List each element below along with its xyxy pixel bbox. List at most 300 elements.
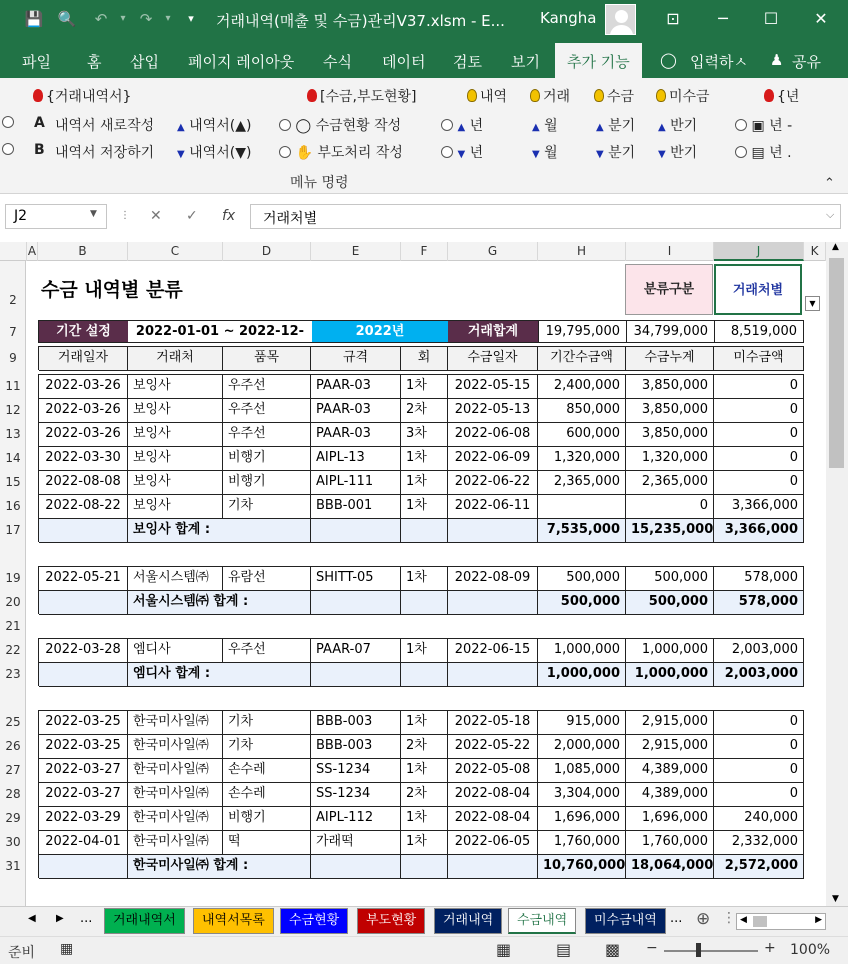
quarter-up-button[interactable] [596,115,635,135]
table-cell[interactable]: 기차 [223,495,311,519]
row-header[interactable]: 29 [5,811,21,825]
group-total-value: 500,000 [626,591,714,615]
radio-new-statement[interactable] [8,115,14,131]
table-cell[interactable]: 2,003,000 [714,639,804,663]
table-cell[interactable]: 비행기 [223,807,311,831]
group-total-value: 500,000 [538,591,626,615]
table-cell[interactable]: 0 [714,735,804,759]
table-cell[interactable]: 손수레 [223,759,311,783]
save-icon[interactable]: 💾 [24,10,44,28]
redo-icon[interactable]: ↷ [139,10,153,28]
table-cell[interactable]: 600,000 [538,423,626,447]
row-header[interactable]: 26 [5,739,21,753]
table-cell[interactable]: 240,000 [714,807,804,831]
table-cell[interactable]: 손수레 [223,783,311,807]
table-cell[interactable]: 0 [714,423,804,447]
table-cell[interactable]: BBB-003 [311,735,401,759]
table-cell[interactable]: 1,696,000 [538,807,626,831]
tab-file[interactable]: 파일 [22,53,51,71]
zoom-slider-thumb[interactable] [696,943,701,957]
new-statement-button[interactable]: 내역서 새로작성 [55,118,155,134]
table-cell[interactable]: 2차 [401,399,448,423]
column-header-selected[interactable]: J [714,242,804,261]
table-cell[interactable]: 한국미사일㈜ [128,711,223,735]
table-cell[interactable]: 2차 [401,735,448,759]
table-cell[interactable]: 2,915,000 [626,735,714,759]
table-cell[interactable]: 1,696,000 [626,807,714,831]
table-cell[interactable]: 2022-06-09 [448,447,538,471]
tab-formulas[interactable]: 수식 [323,53,352,71]
table-cell[interactable]: 1차 [401,375,448,399]
window-title: 거래내역(매출 및 수금)관리V37.xlsm - E... [216,12,505,30]
statement-down-button[interactable] [177,142,251,162]
table-cell[interactable]: 비행기 [223,471,311,495]
triangle-up-icon: ▲ [596,122,604,133]
group-total-value: 1,000,000 [626,663,714,687]
add-sheet-icon[interactable]: ⊕ [696,909,711,929]
row-header[interactable]: 21 [5,619,21,633]
sheet-tab[interactable]: 부도현황 [357,908,425,934]
table-cell[interactable]: 2022-06-11 [448,495,538,519]
ribbon-label: 내역서(▲) [189,118,252,134]
row-header[interactable]: 31 [5,859,21,873]
ribbon-item-receivable[interactable] [656,86,710,106]
table-cell[interactable]: 2,915,000 [626,711,714,735]
table-cell[interactable]: 0 [714,471,804,495]
total-spacer-cell [401,855,448,879]
client-group-table [38,638,804,686]
radio-button[interactable] [735,119,747,131]
row-header[interactable]: 13 [5,427,21,441]
column-header[interactable]: F [401,242,448,261]
table-cell[interactable]: 2022-06-05 [448,831,538,855]
quarter-down-button[interactable] [596,142,635,162]
table-cell[interactable]: 3,366,000 [714,495,804,519]
table-cell[interactable]: 비행기 [223,447,311,471]
table-cell[interactable]: 2,365,000 [538,471,626,495]
period-range[interactable]: 2022-01-01 ~ 2022-12- [135,324,305,339]
table-cell[interactable]: 보잉사 [128,423,223,447]
row-header[interactable]: 16 [5,499,21,513]
table-cell[interactable]: 2022-05-21 [39,567,128,591]
table-cell[interactable]: 떡 [223,831,311,855]
table-cell[interactable]: 2022-08-04 [448,807,538,831]
triangle-down-icon: ▼ [457,149,466,160]
table-cell[interactable] [538,495,626,519]
table-cell[interactable]: 2022-05-15 [448,375,538,399]
table-cell[interactable]: 2022-03-26 [39,375,128,399]
print-preview-icon[interactable]: 🔍 [57,10,77,28]
radio-button[interactable] [2,116,14,128]
table-cell[interactable]: AIPL-112 [311,807,401,831]
table-cell[interactable]: 850,000 [538,399,626,423]
customize-quick-access-icon[interactable]: ▾ [188,12,194,25]
client-filter-cell[interactable]: 거래처별 [714,264,802,315]
table-cell[interactable]: 1,320,000 [538,447,626,471]
column-header[interactable]: A [27,242,38,261]
horizontal-scrollbar[interactable] [736,913,826,930]
row-header[interactable] [0,878,26,902]
tab-home[interactable]: 홈 [87,53,102,71]
month-down-button[interactable] [532,142,558,162]
table-cell[interactable]: 1차 [401,495,448,519]
insert-function-icon[interactable]: fx [222,208,236,224]
table-cell[interactable]: 4,389,000 [626,759,714,783]
table-cell[interactable]: 3,304,000 [538,783,626,807]
row-header[interactable]: 9 [9,351,17,365]
tell-me-search[interactable]: 입력하ㅅ [690,53,748,71]
restore-button[interactable]: ☐ [763,9,779,28]
half-up-button[interactable] [658,115,697,135]
close-button[interactable]: ✕ [814,9,828,28]
radio-button[interactable] [2,143,14,155]
tab-data[interactable]: 데이터 [382,53,426,71]
header-cell: 회 [401,347,448,371]
table-cell[interactable]: 2,000,000 [538,735,626,759]
collapse-ribbon-icon[interactable]: ⌃ [824,176,835,191]
table-cell[interactable]: 500,000 [538,567,626,591]
ribbon-label: {거래내역서} [46,89,132,105]
table-cell[interactable]: 2,400,000 [538,375,626,399]
category-button[interactable]: 분류구분 [625,264,713,315]
table-cell[interactable]: 엠디사 [128,639,223,663]
table-cell[interactable]: 2,365,000 [626,471,714,495]
table-cell[interactable]: 0 [714,375,804,399]
macro-record-icon[interactable]: ▦ [60,941,74,957]
cancel-icon[interactable]: ✕ [150,208,162,224]
row-header[interactable]: 19 [5,571,21,585]
year-up-radio[interactable] [441,115,483,135]
table-cell[interactable]: 578,000 [714,567,804,591]
table-cell[interactable]: 2022-03-28 [39,639,128,663]
table-cell[interactable]: 3,850,000 [626,423,714,447]
worksheet[interactable] [27,261,826,906]
tab-add-ins[interactable]: 추가 기능 [555,43,642,78]
ribbon-label: {년 [777,89,800,105]
row-header[interactable]: 14 [5,451,21,465]
tab-page-layout[interactable]: 페이지 레이아웃 [188,53,295,71]
table-cell[interactable]: SS-1234 [311,783,401,807]
month-up-button[interactable] [532,115,558,135]
sheet-tab[interactable]: 미수금내역 [585,908,666,934]
table-cell[interactable]: AIPL-111 [311,471,401,495]
table-cell[interactable]: 기차 [223,735,311,759]
red-bulb-icon [33,89,43,102]
table-cell[interactable]: 보잉사 [128,447,223,471]
table-cell[interactable]: 2022-08-22 [39,495,128,519]
total-spacer-cell [311,591,401,615]
table-cell[interactable]: 2022-08-09 [448,567,538,591]
redo-dropdown-icon[interactable]: ▾ [165,13,171,24]
page-break-view-icon[interactable]: ▩ [605,940,621,959]
table-cell[interactable]: 한국미사일㈜ [128,783,223,807]
total-cumulative: 34,799,000 [626,321,714,342]
column-header[interactable]: C [128,242,223,261]
table-cell[interactable]: PAAR-03 [311,399,401,423]
ribbon-label: [수금,부도현황] [320,89,417,105]
status-ready: 준비 [8,945,36,961]
row-header[interactable]: 30 [5,835,21,849]
table-cell[interactable]: 한국미사일㈜ [128,831,223,855]
group-total-value: 1,000,000 [538,663,626,687]
table-cell[interactable]: 2022-03-25 [39,711,128,735]
table-cell[interactable]: 서울시스템㈜ [128,567,223,591]
zoom-out-button[interactable]: − [646,940,658,956]
radio-button[interactable] [735,146,747,158]
client-group-table [38,566,804,614]
avatar[interactable] [605,4,636,35]
sheet-tab[interactable]: 내역서목록 [193,908,274,934]
sheet-tab[interactable]: 수금내역 [508,908,576,934]
group-total-value: 2,572,000 [714,855,804,879]
row-header[interactable]: 12 [5,403,21,417]
piggy-bank-icon: ◯ [295,118,312,134]
table-cell[interactable]: PAAR-03 [311,423,401,447]
undo-icon[interactable]: ↶ [94,10,108,28]
row-header[interactable]: 28 [5,787,21,801]
table-cell[interactable]: 1차 [401,639,448,663]
column-header[interactable]: E [311,242,401,261]
dishonor-create[interactable] [279,142,403,162]
radio-button[interactable] [441,119,453,131]
table-cell[interactable]: 우주선 [223,399,311,423]
table-cell[interactable]: 0 [714,447,804,471]
sheet-tab[interactable]: 수금현황 [280,908,348,934]
ribbon-item-details[interactable] [467,86,507,106]
table-cell[interactable]: 2차 [401,783,448,807]
chevron-down-icon[interactable]: ▼ [90,209,97,219]
table-cell[interactable]: BBB-001 [311,495,401,519]
ribbon-label: 분기 [608,145,636,161]
table-cell[interactable]: 1차 [401,759,448,783]
table-cell[interactable]: 2022-03-27 [39,783,128,807]
zoom-in-button[interactable]: + [764,940,776,956]
table-cell[interactable]: 한국미사일㈜ [128,735,223,759]
ribbon-label: 년 [469,145,484,161]
table-cell[interactable]: 1차 [401,471,448,495]
table-cell[interactable]: 3,850,000 [626,399,714,423]
year-down-radio[interactable] [441,142,483,162]
name-box[interactable]: J2 [5,204,107,229]
row-header[interactable]: 22 [5,643,21,657]
total-spacer-cell [223,519,311,543]
triangle-up-icon: ▲ [457,122,466,133]
table-cell[interactable]: 2022-08-08 [39,471,128,495]
row-header[interactable]: 7 [9,325,17,339]
scroll-up-icon[interactable]: ▲ [832,242,839,252]
table-cell[interactable]: 2022-03-25 [39,735,128,759]
table-cell[interactable]: 1,320,000 [626,447,714,471]
row-header[interactable]: 27 [5,763,21,777]
sheet-tab[interactable]: 거래내역서 [104,908,185,934]
ribbon-item-collection-status[interactable] [307,86,417,106]
select-all-corner[interactable] [0,242,27,261]
table-cell[interactable]: 500,000 [626,567,714,591]
scroll-thumb[interactable] [829,258,844,468]
total-spacer-cell [311,519,401,543]
table-cell[interactable]: 1차 [401,831,448,855]
tab-view[interactable]: 보기 [511,53,540,71]
column-header[interactable]: I [626,242,714,261]
table-cell[interactable]: 2022-03-29 [39,807,128,831]
table-cell[interactable]: 4,389,000 [626,783,714,807]
table-cell[interactable]: 보잉사 [128,495,223,519]
table-cell[interactable]: 2022-06-22 [448,471,538,495]
zoom-slider-track[interactable] [664,950,758,952]
ribbon-item-trade-statement[interactable] [33,86,131,106]
column-header[interactable]: G [448,242,538,261]
year-calendar-radio[interactable] [735,115,792,135]
undo-dropdown-icon[interactable]: ▾ [120,13,126,24]
table-cell[interactable]: AIPL-13 [311,447,401,471]
table-cell[interactable]: 2022-03-27 [39,759,128,783]
ribbon-item-collection[interactable] [594,86,634,106]
yellow-bulb-icon [530,89,540,102]
table-cell[interactable]: 2,332,000 [714,831,804,855]
ribbon-item-year[interactable] [764,86,799,106]
ribbon-label: 수금 [607,89,635,105]
table-cell[interactable]: BBB-003 [311,711,401,735]
half-down-button[interactable] [658,142,697,162]
more-tabs-left-icon[interactable]: ... [80,911,93,926]
table-cell[interactable]: 2022-08-04 [448,783,538,807]
save-statement-button[interactable]: 내역서 저장하기 [55,145,155,161]
tab-scroll-right-icon[interactable]: ▶ [56,913,64,924]
table-cell[interactable]: 2022-03-30 [39,447,128,471]
table-cell[interactable]: SS-1234 [311,759,401,783]
enter-icon[interactable]: ✓ [186,208,198,224]
row-header[interactable]: 17 [5,523,21,537]
table-cell[interactable]: 우주선 [223,639,311,663]
row-header[interactable] [0,542,26,566]
h-scroll-thumb[interactable] [753,916,767,927]
table-cell[interactable]: 우주선 [223,375,311,399]
group-total-value: 3,366,000 [714,519,804,543]
table-cell[interactable]: 1차 [401,567,448,591]
page-layout-view-icon[interactable]: ▤ [556,940,572,959]
dropdown-arrow-icon[interactable]: ▼ [805,296,820,311]
row-header[interactable]: 20 [5,595,21,609]
table-cell[interactable]: 1,760,000 [538,831,626,855]
table-cell[interactable]: 한국미사일㈜ [128,759,223,783]
table-cell[interactable]: 1,000,000 [538,639,626,663]
scroll-down-icon[interactable]: ▼ [832,894,839,904]
row-header[interactable]: 25 [5,715,21,729]
expand-formula-bar-icon[interactable]: ⌵ [826,208,835,221]
tab-insert[interactable]: 삽입 [130,53,159,71]
ribbon-item-trade[interactable] [530,86,570,106]
row-header[interactable]: 23 [5,667,21,681]
header-cell: 품목 [223,347,311,371]
table-cell[interactable]: 2022-04-01 [39,831,128,855]
ribbon-display-options-icon[interactable]: ⊡ [666,9,680,28]
sheet-tab[interactable]: 거래내역 [434,908,502,934]
collection-status-create[interactable] [279,115,401,135]
year-document-radio[interactable] [735,142,792,162]
splitter-icon[interactable]: ⋮ [722,910,736,926]
scroll-left-icon[interactable]: ◀ [740,915,747,925]
table-cell[interactable]: PAAR-07 [311,639,401,663]
vertical-scrollbar[interactable] [826,242,848,906]
column-header[interactable]: D [223,242,311,261]
table-cell[interactable]: 3차 [401,423,448,447]
table-cell[interactable]: 1차 [401,711,448,735]
table-cell[interactable]: 0 [714,783,804,807]
table-cell[interactable]: 2022-06-08 [448,423,538,447]
share-button[interactable]: 공유 [792,53,821,71]
table-cell[interactable]: 2022-05-08 [448,759,538,783]
table-cell[interactable]: 0 [714,711,804,735]
table-cell[interactable]: 2022-03-26 [39,399,128,423]
table-cell[interactable]: 1,000,000 [626,639,714,663]
row-header[interactable] [0,686,26,710]
table-cell[interactable]: 915,000 [538,711,626,735]
row-header[interactable]: 2 [9,293,17,307]
tab-scroll-left-icon[interactable]: ◀ [28,913,36,924]
table-cell[interactable]: 1,085,000 [538,759,626,783]
table-cell[interactable]: 보잉사 [128,399,223,423]
total-spacer-cell [311,663,401,687]
radio-button[interactable] [279,146,291,158]
client-group-table [38,710,804,878]
group-total-value: 2,003,000 [714,663,804,687]
column-header[interactable]: B [38,242,128,261]
table-cell[interactable]: 우주선 [223,423,311,447]
table-cell[interactable]: 2022-06-15 [448,639,538,663]
table-cell[interactable]: 2022-03-26 [39,423,128,447]
zoom-level[interactable]: 100% [790,942,831,958]
statement-up-button[interactable] [177,115,251,135]
radio-save-statement[interactable] [8,142,14,158]
table-cell[interactable]: 1차 [401,447,448,471]
row-header[interactable]: 15 [5,475,21,489]
more-tabs-right-icon[interactable]: ... [670,911,683,926]
formula-input[interactable]: 거래처별 [250,204,841,229]
table-cell[interactable]: 한국미사일㈜ [128,807,223,831]
table-cell[interactable]: 0 [626,495,714,519]
normal-view-icon[interactable]: ▦ [496,940,512,959]
table-cell[interactable]: 0 [714,759,804,783]
table-cell[interactable]: 1,760,000 [626,831,714,855]
user-name[interactable]: Kangha [540,9,597,27]
radio-button[interactable] [441,146,453,158]
column-header[interactable]: H [538,242,626,261]
table-cell[interactable]: 2022-05-18 [448,711,538,735]
table-cell[interactable]: 유람선 [223,567,311,591]
table-cell[interactable]: 기차 [223,711,311,735]
minimize-button[interactable]: ─ [718,9,728,28]
radio-button[interactable] [279,119,291,131]
table-cell[interactable]: 보잉사 [128,375,223,399]
table-cell[interactable]: 0 [714,399,804,423]
year-cell[interactable]: 2022년 [312,321,448,342]
column-header[interactable]: K [804,242,826,261]
yellow-bulb-icon [656,89,666,102]
table-cell[interactable]: SHITT-05 [311,567,401,591]
table-cell[interactable]: 2022-05-13 [448,399,538,423]
table-cell[interactable]: 보잉사 [128,471,223,495]
table-cell[interactable]: 2022-05-22 [448,735,538,759]
row-header[interactable]: 11 [5,379,21,393]
triangle-down-icon: ▼ [177,149,185,160]
group-total-label: 보잉사 합계 : [128,519,538,543]
table-cell[interactable]: PAAR-03 [311,375,401,399]
table-cell[interactable]: 3,850,000 [626,375,714,399]
table-cell[interactable]: 가래떡 [311,831,401,855]
table-cell[interactable]: 1차 [401,807,448,831]
scroll-right-icon[interactable]: ▶ [815,915,822,925]
tab-review[interactable]: 검토 [453,53,482,71]
